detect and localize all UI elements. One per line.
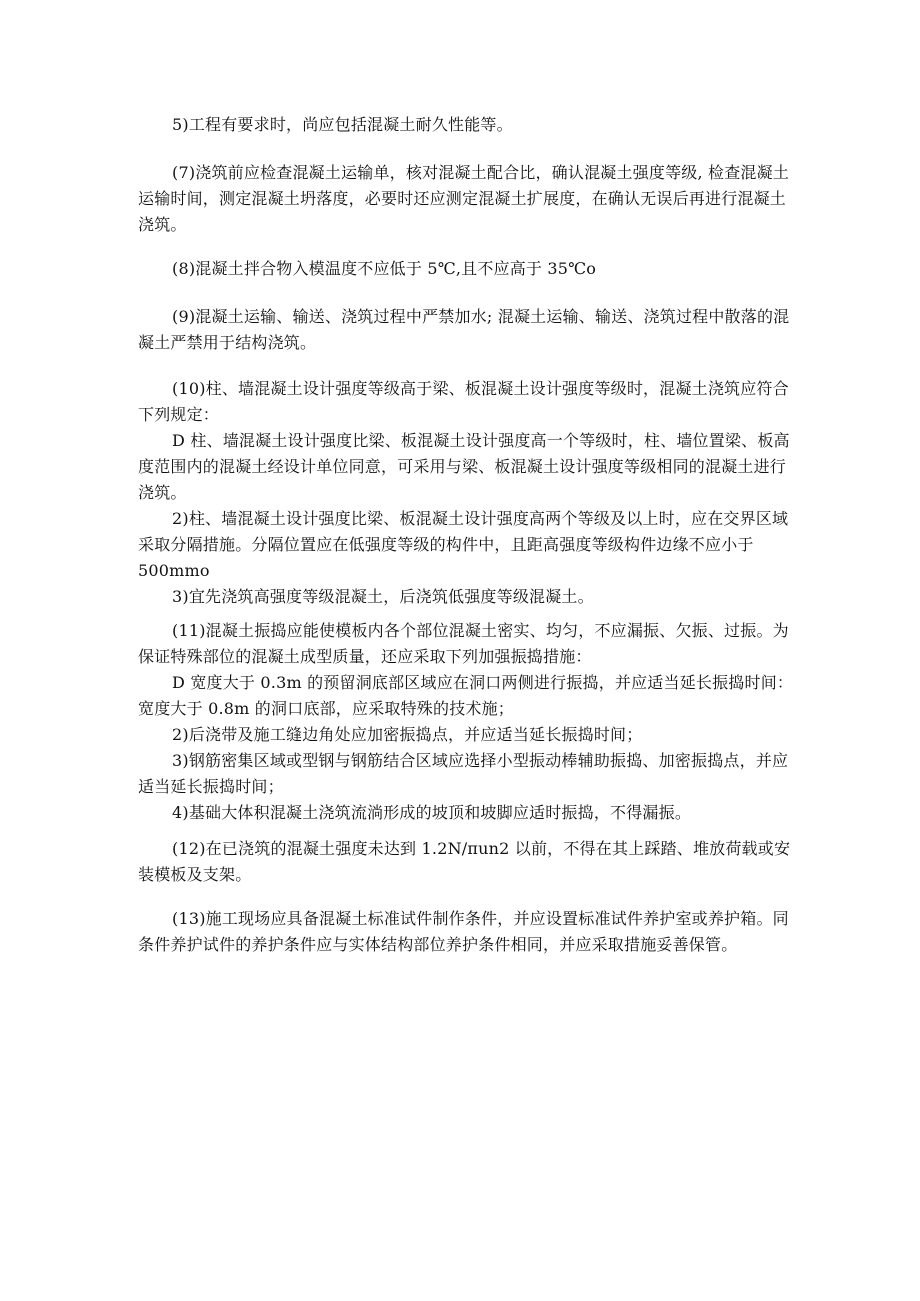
item-12-load: (12)在已浇筑的混凝土强度未达到 1.2N∕πun2 以前，不得在其上踩踏、堆放荷载或安装模板及支架。: [138, 839, 791, 884]
paragraph-item-12: [138, 836, 798, 888]
paragraph-item-10: [138, 376, 798, 610]
item-11-vibration: (11)混凝土振捣应能使模板内各个部位混凝土密实、均匀，不应漏振、欠振、过振。为保证特殊部位的混凝土成型质量，还应采取下列加强振捣措施：: [138, 621, 789, 666]
paragraph-item-8: [138, 256, 798, 282]
item-11-2: 2)后浇带及施工缝边角处应加密振捣点，并应适当延长振捣时间；: [172, 725, 643, 744]
item-10-strength: (10)柱、墙混凝土设计强度等级高于梁、板混凝土设计强度等级时，混凝土浇筑应符合下列规定：: [138, 379, 789, 424]
paragraph-item-5: [138, 112, 798, 138]
item-5-requirement: 5)工程有要求时，尚应包括混凝土耐久性能等。: [172, 115, 513, 134]
paragraph-item-9: [138, 304, 798, 356]
paragraph-item-11: [138, 618, 798, 826]
item-9-water: (9)混凝土运输、输送、浇筑过程中严禁加水; 混凝土运输、输送、浇筑过程中散落的混凝土严禁用于结构浇筑。: [138, 307, 790, 352]
item-7-check: (7)浇筑前应检查混凝土运输单，核对混凝土配合比，确认混凝土强度等级, 检查混凝土运输时间，测定混凝土坍落度，必要时还应测定混凝土扩展度，在确认无误后再进行混凝土浇筑。: [138, 163, 790, 234]
item-10-1: D 柱、墙混凝土设计强度比梁、板混凝土设计强度高一个等级时，柱、墙位置梁、板高度范围内的混凝土经设计单位同意，可采用与梁、板混凝土设计强度等级相同的混凝土进行浇筑。: [138, 431, 790, 502]
paragraph-item-13: [138, 906, 798, 958]
paragraph-item-7: [138, 160, 798, 238]
item-13-specimen: (13)施工现场应具备混凝土标准试件制作条件，并应设置标准试件养护室或养护箱。同条件养护试件的养护条件应与实体结构部位养护条件相同，并应采取措施妥善保管。: [138, 909, 789, 954]
item-11-4: 4)基础大体积混凝土浇筑流淌形成的坡顶和坡脚应适时振捣，不得漏振。: [172, 803, 692, 822]
item-11-1: D 宽度大于 0.3m 的预留洞底部区域应在洞口两侧进行振捣，并应适当延长振捣时间：宽度大于 0.8m 的洞口底部，应采取特殊的技术施；: [138, 673, 794, 718]
item-8-temperature: (8)混凝土拌合物入模温度不应低于 5℃,且不应高于 35℃o: [172, 259, 597, 278]
item-10-3: 3)宜先浇筑高强度等级混凝土，后浇筑低强度等级混凝土。: [172, 587, 594, 606]
item-11-3: 3)钢筋密集区域或型钢与钢筋结合区域应选择小型振动棒辅助振捣、加密振捣点，并应适当延长振捣时间；: [138, 751, 789, 796]
item-10-2: 2)柱、墙混凝土设计强度比梁、板混凝土设计强度高两个等级及以上时，应在交界区域采取分隔措施。分隔位置应在低强度等级的构件中，且距高强度等级构件边缘不应小于 500mmo: [138, 509, 789, 580]
